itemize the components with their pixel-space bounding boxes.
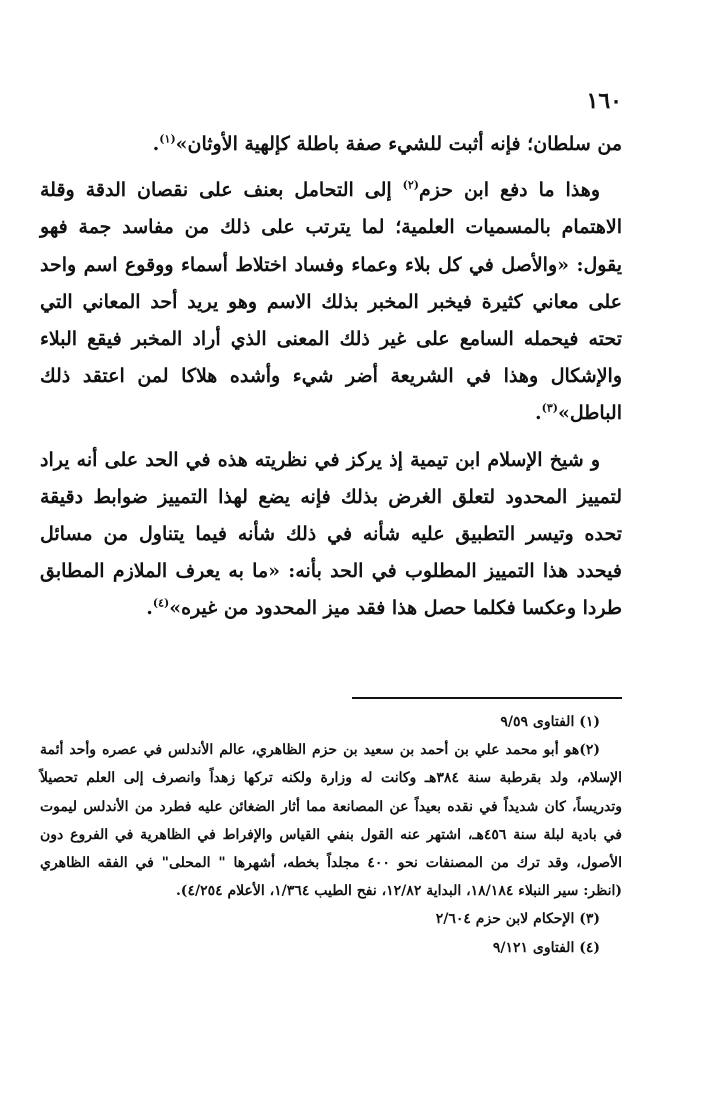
paragraph-text: إلى التحامل بعنف على نقصان الدقة وقلة الاهتمام بالمسميات العلمية؛ لما يترتب على ذلك من مفاسد جمة فهو يقول: «والأصل في كل بلاء وعماء وفساد اختلاط أسماء ووقوع اسم واحد على معاني كثيرة فيخبر المخبر بذلك الاسم وهو يريد أحد المعاني التي تحته فيحمله السامع على غير ذلك المعنى الذي أراد المخبر فيقع البلاء والإشكال وهذا في الشريعة أضر شيء وأشده هلاكا لمن اعتقد ذلك الباطل» [40,179,622,425]
paragraph-tail: . [146,597,153,620]
footnotes [40,708,622,962]
page-number: ١٦٠ [586,88,622,114]
footnote-ref-2: (٢) [402,178,419,192]
footnote-4 [40,934,622,962]
footnote-text: الفتاوى ٩/٥٩ [500,714,575,730]
paragraph-text: و شيخ الإسلام ابن تيمية إذ يركز في نظريته هذه في الحد على أنه يراد لتمييز المحدود لتعلق الغرض بذلك فإنه يضع لهذا التمييز ضوابط دقيقة تحده وتيسر التطبيق عليه شأنه في ذلك شأنه فيما يتناول من مسائل فيحدد هذا التمييز المطلوب في الحد بأنه: «ما به يعرف الملازم المطابق طردا وعكسا فكلما حصل هذا فقد ميز المحدود من غيره» [40,448,622,620]
footnote-number: (٤) [579,939,600,956]
footnote-2 [40,736,622,905]
paragraph-2 [40,172,622,432]
footnote-ref-1: (١) [159,132,176,146]
footnote-number: (٣) [579,911,600,928]
footnote-3 [40,905,622,933]
footnote-text: هو أبو محمد علي بن أحمد بن سعيد بن حزم الظاهري، عالم الأندلس في عصره وأحد أئمة الإسلام، ولد بقرطبة سنة ٣٨٤هـ وكانت له وزارة ولكنه تركها زهداً وانصرف إلى العلم تحصيلاً وتدريساً، كان شديداً في نقده بعيداً عن المصانعة مما أثار الضغائن عليه فطرد من الأندلس ليموت في بادية لبلة سنة ٤٥٦هـ، اشتهر عنه القول بنفي القياس والإفراط في الظاهرية في الفروع دون الأصول، وقد ترك من المصنفات نحو ٤٠٠ مجلداً بخطه، أشهرها " المحلى" في الفقه الظاهري (انظر: سير النبلاء ١٨/١٨٤، البداية ١٢/٨٢، نفح الطيب ١/٣٦٤، الأعلام ٤/٢٥٤). [40,742,623,900]
paragraph-text: من سلطان؛ فإنه أثبت للشيء صفة باطلة كإلهية الأوثان» [175,133,622,155]
paragraph-1 [40,126,622,163]
footnote-number: (٢) [579,742,600,759]
footnote-ref-3: (٣) [541,402,559,416]
footnote-text: الإحكام لابن حزم ٢/٦٠٤ [435,911,575,928]
footnote-1 [40,708,622,736]
footnote-number: (١) [579,714,600,730]
footnote-divider [352,697,622,699]
paragraph-tail: . [535,402,542,425]
body-text [40,126,622,637]
paragraph-text: وهذا ما دفع ابن حزم [419,179,600,202]
footnote-ref-4: (٤) [152,597,170,611]
paragraph-3 [40,442,622,628]
footnote-text: الفتاوى ٩/١٢١ [492,939,575,956]
paragraph-tail: . [152,133,160,155]
